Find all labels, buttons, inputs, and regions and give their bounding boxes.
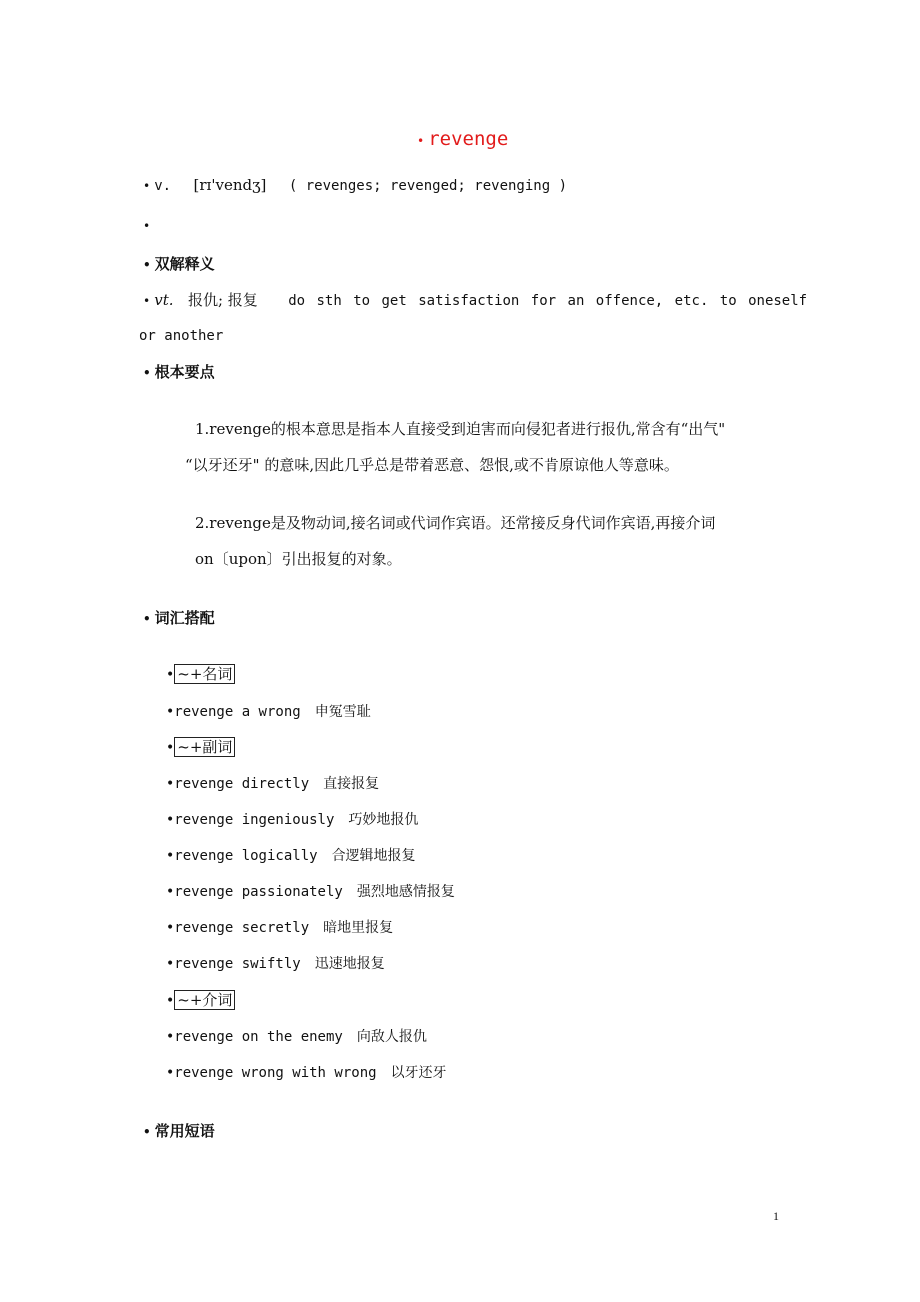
collocation-group-preposition: • ~+介词 <box>166 989 235 1010</box>
key-point-1 <box>185 411 726 483</box>
collocation-item: •revenge swiftly 迅速地报复 <box>166 956 385 972</box>
collocation-group-adverb: • ~+副词 <box>166 736 235 757</box>
definition-line: • vt. 报仇; 报复 do sth to get satisfaction for an offence, etc. to oneself <box>143 291 808 309</box>
key-point-1-line-2: “以牙还牙" 的意味,因此几乎总是带着恶意、怨恨,或不肯原谅他人等意味。 <box>185 456 679 474</box>
collocation-item: •revenge wrong with wrong 以牙还牙 <box>166 1065 447 1081</box>
entry-word: revenge <box>428 128 509 150</box>
collocation-label: ~+介词 <box>174 990 235 1010</box>
collocation-item: •revenge directly 直接报复 <box>166 776 380 792</box>
collocation-item: •revenge a wrong 申冤雪耻 <box>166 704 371 720</box>
pos-line <box>143 176 567 194</box>
definition-pos: vt. <box>154 291 174 309</box>
bullet: • <box>143 179 151 193</box>
phrases-heading: • 常用短语 <box>143 1122 215 1140</box>
title-bullet: • <box>417 134 425 148</box>
collocation-item: •revenge on the enemy 向敌人报仇 <box>166 1029 427 1045</box>
collocation-label: ~+名词 <box>174 664 235 684</box>
definition-en: do sth to get satisfaction for an offence, etc. to oneself <box>288 293 808 309</box>
definition-heading: • 双解释义 <box>143 255 215 273</box>
key-point-2 <box>195 505 715 577</box>
collocation-heading: • 词汇搭配 <box>143 609 215 627</box>
key-points-heading: • 根本要点 <box>143 363 215 381</box>
collocation-item: •revenge passionately 强烈地感情报复 <box>166 884 455 900</box>
empty-bullet: • <box>143 219 151 233</box>
collocation-item: •revenge secretly 暗地里报复 <box>166 920 394 936</box>
word-forms: ( revenges; revenged; revenging ) <box>288 178 568 194</box>
phonetic: [rɪ'vendʒ] <box>193 176 267 194</box>
key-point-1-line-1: 1.revenge的根本意思是指本人直接受到迫害而向侵犯者进行报仇,常含有“出气" <box>195 420 726 438</box>
page-number: 1 <box>773 1209 779 1223</box>
part-of-speech: v. <box>154 178 172 194</box>
definition-en-cont: or another <box>139 328 224 344</box>
collocation-item: •revenge logically 合逻辑地报复 <box>166 848 416 864</box>
definition-zh: 报仇; 报复 <box>187 291 258 309</box>
collocation-group-noun: • ~+名词 <box>166 663 235 684</box>
key-point-2-line-2: on〔upon〕引出报复的对象。 <box>195 550 402 568</box>
entry-title <box>417 128 508 150</box>
collocation-label: ~+副词 <box>174 737 235 757</box>
collocation-item: •revenge ingeniously 巧妙地报仇 <box>166 812 419 828</box>
key-point-2-line-1: 2.revenge是及物动词,接名词或代词作宾语。还常接反身代词作宾语,再接介词 <box>195 514 716 532</box>
